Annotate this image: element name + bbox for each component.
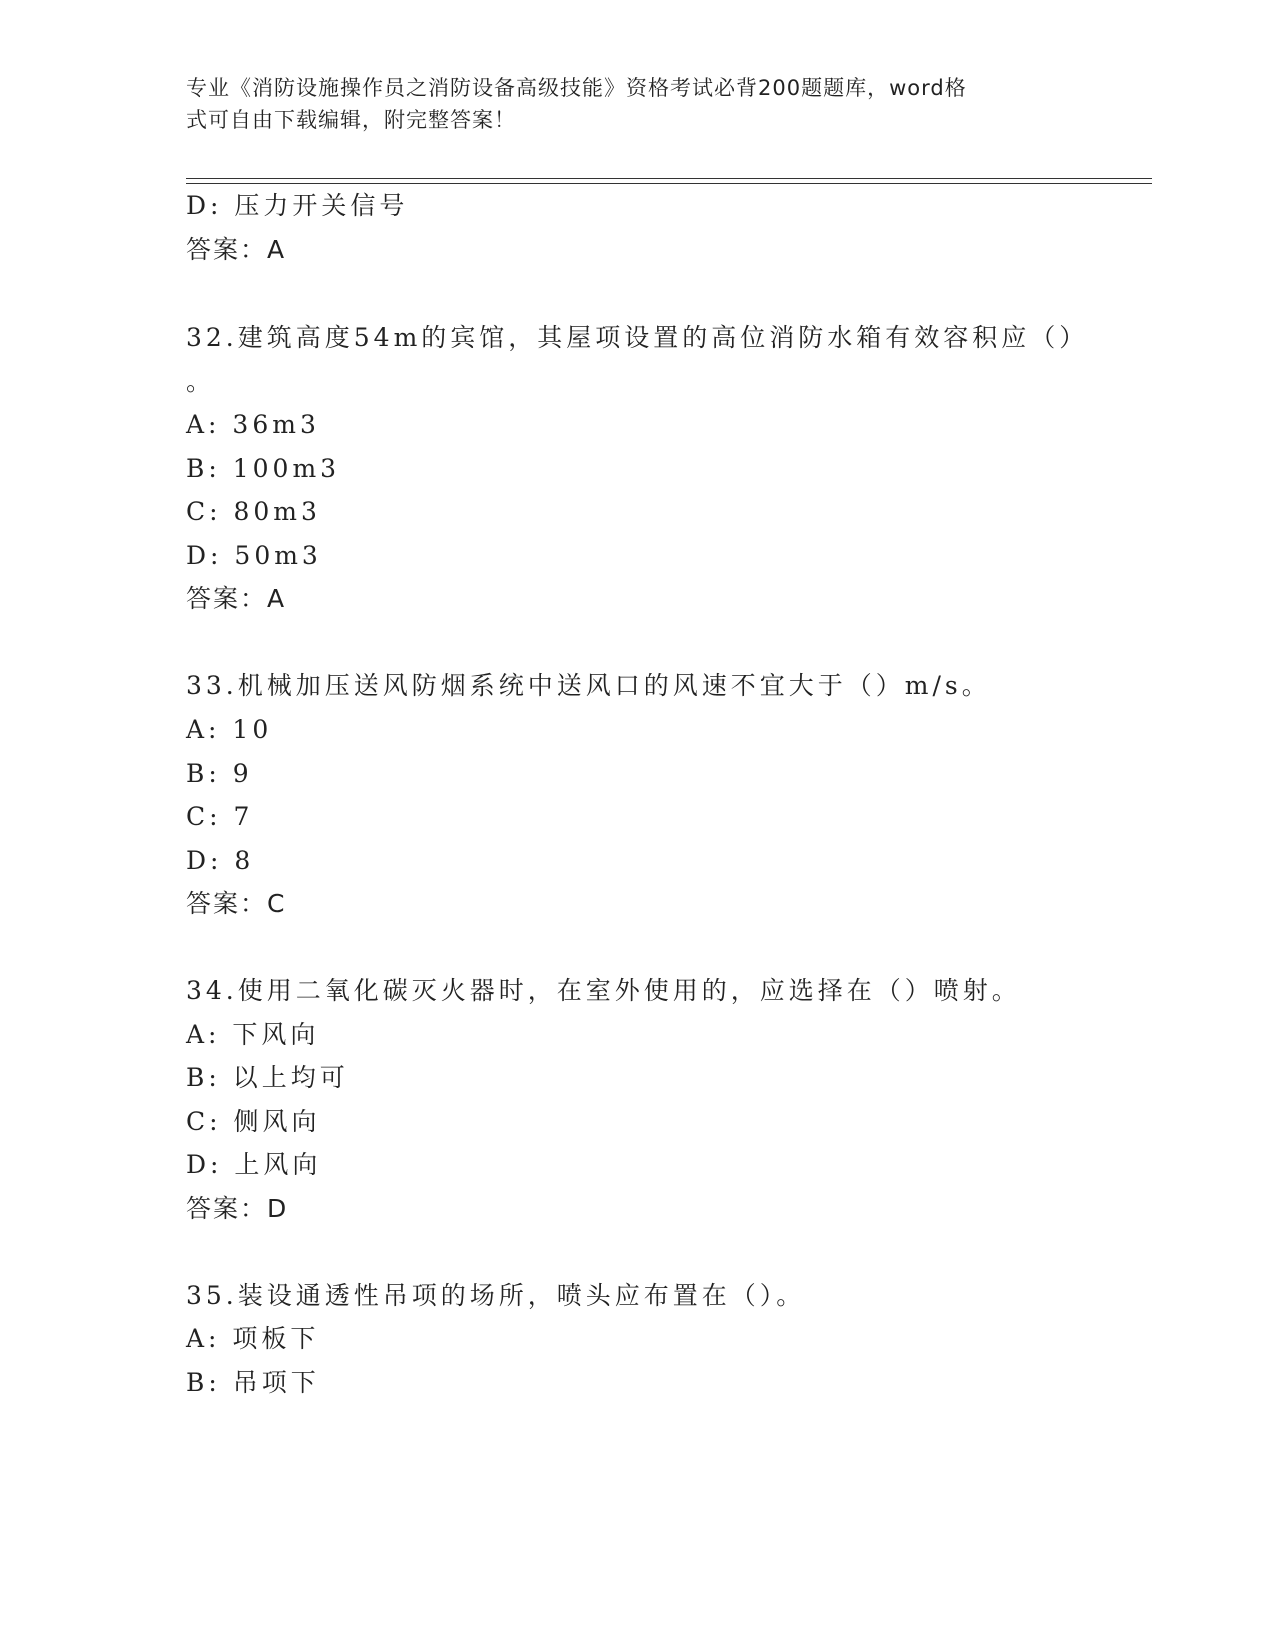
- question-34-answer: 答案：D: [186, 1194, 289, 1223]
- question-33-option-c: C: 7: [186, 802, 254, 831]
- question-32-option-a: A: 36m3: [186, 410, 320, 439]
- question-34-stem: 34.使用二氧化碳灭火器时，在室外使用的，应选择在（）喷射。: [186, 976, 1021, 1005]
- question-34-option-b: B: 以上均可: [186, 1063, 349, 1092]
- question-35-option-a: A: 项板下: [186, 1324, 320, 1353]
- prev-question-answer: 答案：A: [186, 235, 287, 264]
- question-34-option-d: D: 上风向: [186, 1150, 322, 1179]
- question-33-option-b: B: 9: [186, 759, 253, 788]
- question-33-option-d: D: 8: [186, 846, 255, 875]
- header-rule-bottom: [186, 183, 1152, 184]
- header-line-2: 式可自由下载编辑，附完整答案！: [186, 108, 516, 132]
- header-rule-top: [186, 178, 1152, 179]
- question-32-answer: 答案：A: [186, 584, 287, 613]
- question-33-stem: 33.机械加压送风防烟系统中送风口的风速不宜大于（）m/s。: [186, 671, 991, 700]
- question-33-option-a: A: 10: [186, 715, 273, 744]
- question-32-option-b: B: 100m3: [186, 454, 341, 483]
- question-34-option-a: A: 下风向: [186, 1020, 320, 1049]
- question-33-answer: 答案：C: [186, 889, 287, 918]
- question-35-option-b: B: 吊项下: [186, 1368, 320, 1397]
- question-35-stem: 35.装设通透性吊项的场所，喷头应布置在（）。: [186, 1281, 806, 1310]
- prev-question-option-d: D: 压力开关信号: [186, 191, 409, 220]
- document-header: [186, 72, 1066, 136]
- question-32-stem: 32.建筑高度54m的宾馆，其屋项设置的高位消防水箱有效容积应（）: [186, 323, 1089, 352]
- header-line-1: 专业《消防设施操作员之消防设备高级技能》资格考试必背200题题库，word格: [186, 76, 967, 100]
- question-32-option-c: C: 80m3: [186, 497, 321, 526]
- question-34-option-c: C: 侧风向: [186, 1107, 321, 1136]
- question-32-option-d: D: 50m3: [186, 541, 322, 570]
- question-32-stem-continued: 。: [186, 367, 216, 396]
